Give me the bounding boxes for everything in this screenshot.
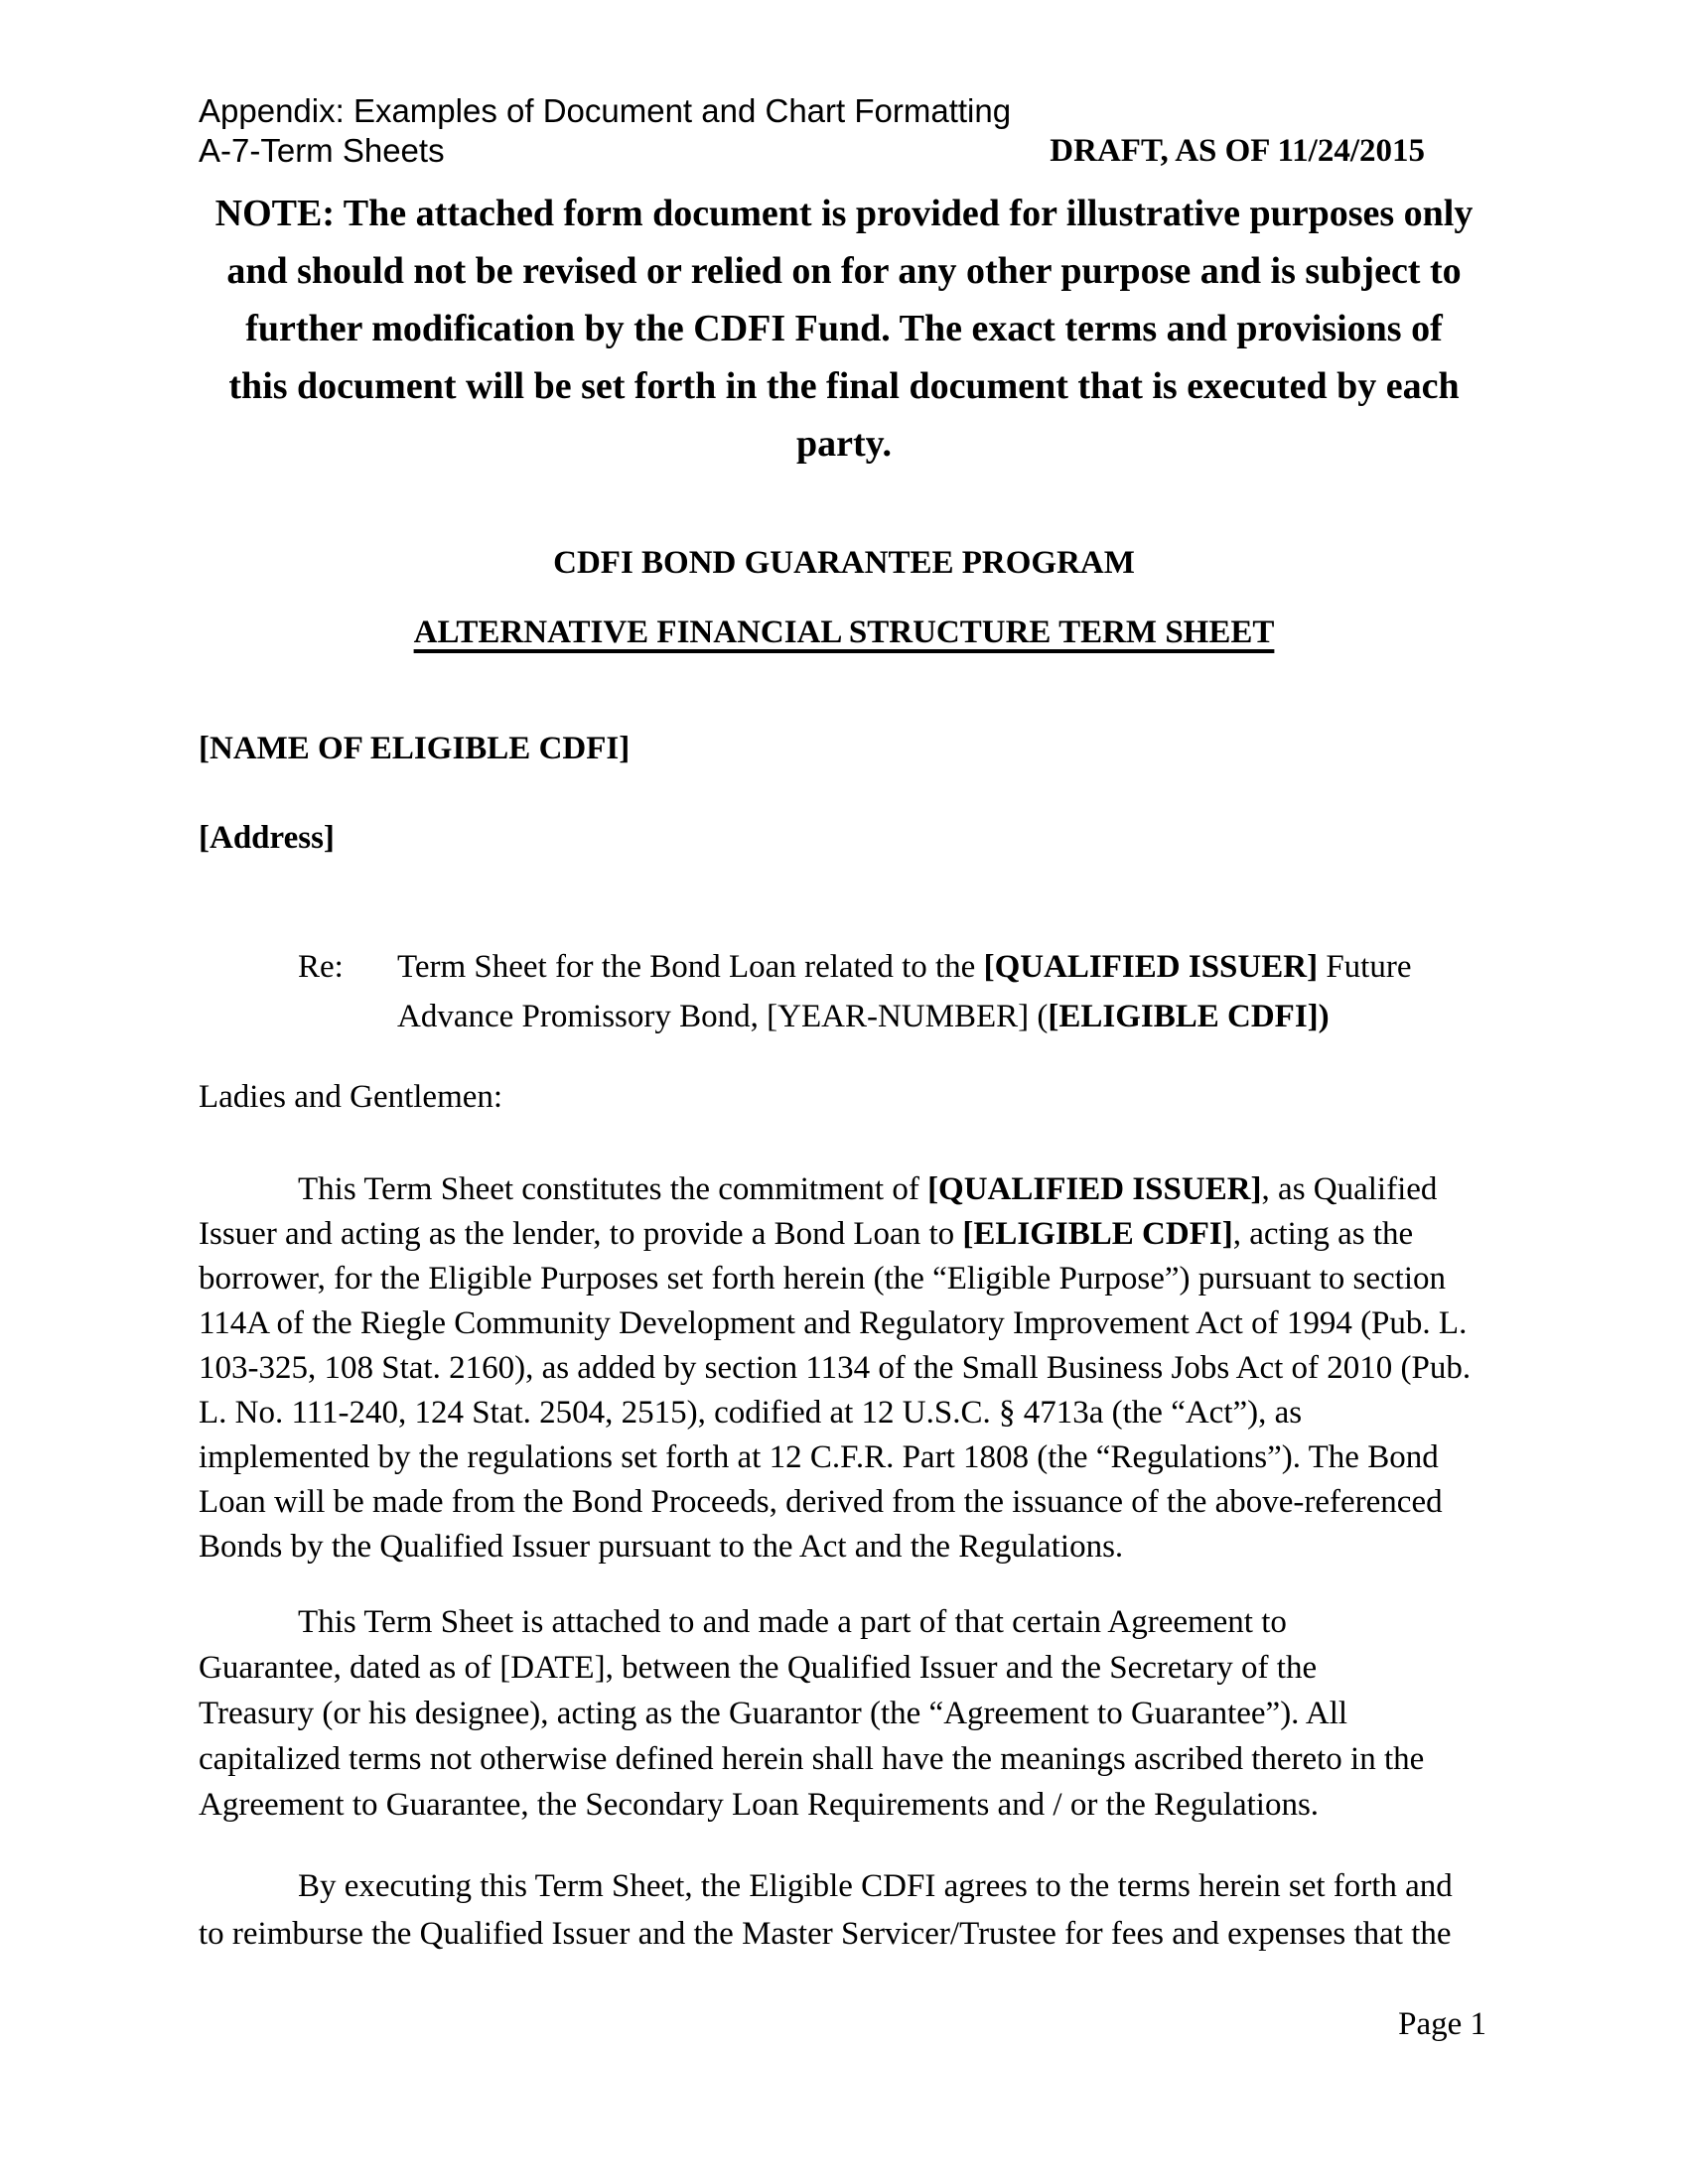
body-paragraph-3 <box>199 1862 1509 1958</box>
text-segment: Issuer and acting as the lender, to provide a Bond Loan to <box>199 1216 963 1252</box>
placeholder-field-bold: [QUALIFIED ISSUER] <box>927 1171 1262 1207</box>
salutation: Ladies and Gentlemen: <box>199 1079 503 1115</box>
text-segment: capitalized terms not otherwise defined herein shall have the meanings ascribed thereto in the <box>199 1741 1425 1777</box>
text-line <box>199 1167 1509 1212</box>
text-line <box>199 1480 1509 1525</box>
text-line <box>199 1782 1509 1828</box>
text-segment: This Term Sheet is attached to and made a part of that certain Agreement to <box>298 1604 1287 1640</box>
text-line <box>199 357 1489 415</box>
text-line <box>199 300 1489 357</box>
text-segment: borrower, for the Eligible Purposes set forth herein (the “Eligible Purpose”) pursuant to section <box>199 1261 1447 1297</box>
text-segment: , acting as the <box>1232 1216 1414 1252</box>
placeholder-field-bold: [ELIGIBLE CDFI]) <box>1048 999 1330 1034</box>
term-sheet-title <box>199 613 1489 652</box>
text-segment: Guarantee, dated as of [DATE], between the Qualified Issuer and the Secretary of the <box>199 1650 1318 1686</box>
re-label: Re: <box>298 949 344 985</box>
text-segment: and should not be revised or relied on for any other purpose and is subject to <box>226 250 1462 292</box>
page-number: Page 1 <box>1398 2006 1486 2042</box>
text-line <box>199 1645 1509 1691</box>
term-sheet-title-text: ALTERNATIVE FINANCIAL STRUCTURE TERM SHEET <box>413 614 1275 650</box>
section-heading: A-7-Term Sheets <box>199 132 445 169</box>
text-segment: Loan will be made from the Bond Proceeds, derived from the issuance of the above-referenced <box>199 1484 1443 1520</box>
placeholder-field-bold: [QUALIFIED ISSUER] <box>983 949 1319 985</box>
text-line <box>199 1391 1509 1435</box>
text-segment: By executing this Term Sheet, the Eligible CDFI agrees to the terms herein set forth and <box>298 1868 1453 1904</box>
notice-paragraph <box>199 185 1489 473</box>
text-segment: Advance Promissory Bond, [YEAR-NUMBER] ( <box>397 999 1049 1034</box>
draft-date-label: DRAFT, AS OF 11/24/2015 <box>1050 133 1425 169</box>
placeholder-field-bold: [ELIGIBLE CDFI] <box>962 1216 1233 1252</box>
addressee-address: [Address] <box>199 820 335 856</box>
text-segment: , as Qualified <box>1261 1171 1438 1207</box>
text-segment: to reimburse the Qualified Issuer and the Master Servicer/Trustee for fees and expenses that the <box>199 1916 1452 1952</box>
program-title: CDFI BOND GUARANTEE PROGRAM <box>553 545 1135 581</box>
addressee-name: [NAME OF ELIGIBLE CDFI] <box>199 731 631 766</box>
text-segment: 114A of the Riegle Community Development and Regulatory Improvement Act of 1994 (Pub. L. <box>199 1305 1468 1341</box>
text-line <box>199 1525 1509 1570</box>
text-segment: Treasury (or his designee), acting as the Guarantor (the “Agreement to Guarantee”). All <box>199 1696 1348 1731</box>
text-segment: party. <box>795 423 893 465</box>
text-segment: This Term Sheet constitutes the commitment of <box>298 1171 928 1207</box>
text-line <box>199 1910 1509 1958</box>
text-line <box>199 1599 1509 1645</box>
text-segment: Future <box>1318 949 1412 985</box>
text-segment: NOTE: The attached form document is provided for illustrative purposes only <box>214 193 1474 234</box>
text-line <box>199 1435 1509 1480</box>
body-paragraph-2 <box>199 1599 1509 1828</box>
text-segment: further modification by the CDFI Fund. The exact terms and provisions of <box>245 308 1443 349</box>
text-segment: implemented by the regulations set forth at 12 C.F.R. Part 1808 (the “Regulations”). The Bond <box>199 1439 1439 1475</box>
re-subject <box>397 942 1509 1041</box>
text-line <box>199 1257 1509 1301</box>
text-segment: L. No. 111-240, 124 Stat. 2504, 2515), codified at 12 U.S.C. § 4713a (the “Act”), as <box>199 1395 1303 1431</box>
text-segment: Agreement to Guarantee, the Secondary Loan Requirements and / or the Regulations. <box>199 1787 1320 1823</box>
text-line <box>199 1736 1509 1782</box>
text-segment: 103-325, 108 Stat. 2160), as added by section 1134 of the Small Business Jobs Act of 2010 (Pub. <box>199 1350 1472 1386</box>
text-line <box>199 1346 1509 1391</box>
text-segment: Term Sheet for the Bond Loan related to the <box>397 949 984 985</box>
text-line <box>397 942 1509 992</box>
appendix-heading: Appendix: Examples of Document and Chart Formatting <box>199 92 1012 129</box>
text-line <box>397 992 1509 1041</box>
text-line <box>199 1301 1509 1346</box>
text-line <box>199 1862 1509 1910</box>
text-line <box>199 415 1489 473</box>
text-line <box>199 242 1489 300</box>
text-line <box>199 185 1489 242</box>
body-paragraph-1 <box>199 1167 1509 1570</box>
text-segment: Bonds by the Qualified Issuer pursuant to the Act and the Regulations. <box>199 1529 1124 1565</box>
text-line <box>199 1691 1509 1736</box>
text-segment: this document will be set forth in the final document that is executed by each <box>228 365 1460 407</box>
text-line <box>199 1212 1509 1257</box>
